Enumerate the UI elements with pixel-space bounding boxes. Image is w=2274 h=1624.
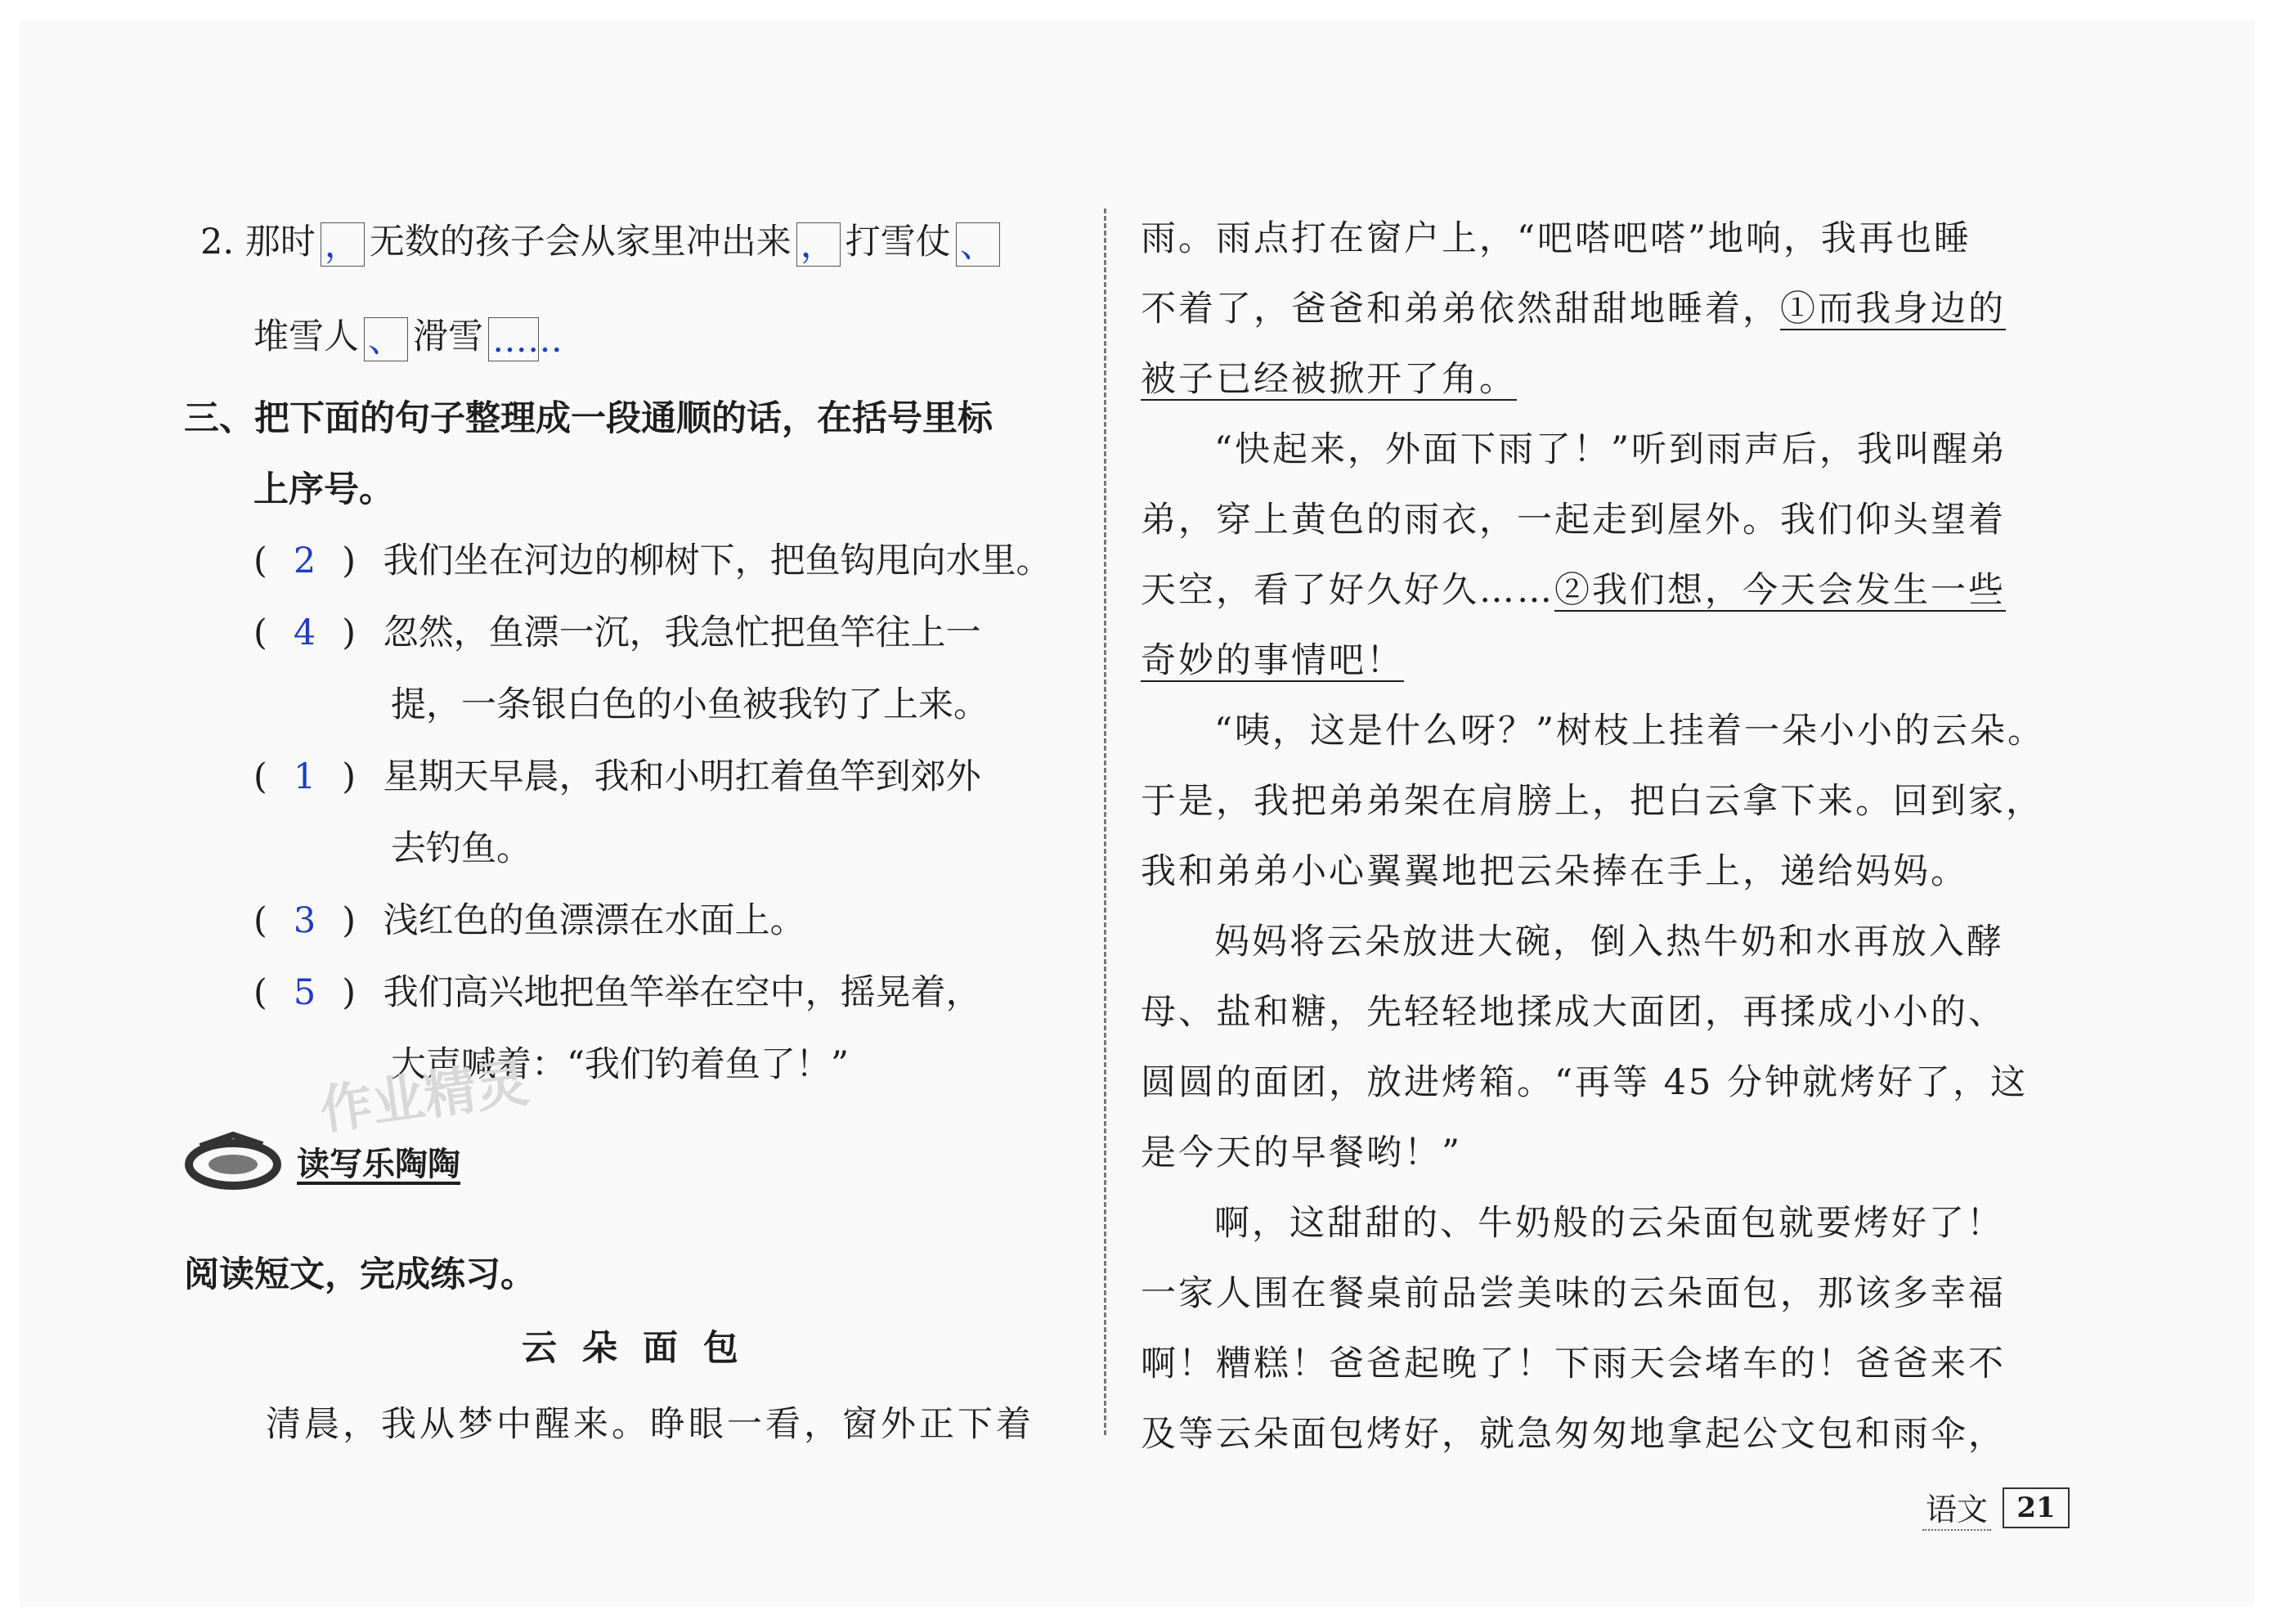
q2-text-1: 那时 bbox=[244, 222, 316, 262]
story-line: 啊，这甜甜的、牛奶般的云朵面包就要烤好了！ bbox=[1214, 1203, 2004, 1244]
order-item-2 bbox=[253, 605, 981, 655]
order-text: 我们高兴地把鱼竿举在空中，摇晃着， bbox=[383, 972, 981, 1013]
order-item-3-cont: 去钓鱼。 bbox=[391, 828, 531, 869]
story-line: 妈妈将云朵放进大碗，倒入热牛奶和水再放入酵 bbox=[1214, 922, 2004, 962]
order-number: 1 bbox=[293, 756, 316, 797]
story-line: 母、盐和糖，先轻轻地揉成大面团，再揉成小小的、 bbox=[1141, 992, 2006, 1033]
story-line: 啊！糟糕！爸爸起晚了！下雨天会堵车的！爸爸来不 bbox=[1141, 1344, 2006, 1384]
story-line: “快起来，外面下雨了！”听到雨声后，我叫醒弟 bbox=[1214, 429, 2007, 470]
paren-close: ) bbox=[342, 541, 356, 581]
order-text: 我们坐在河边的柳树下，把鱼钩甩向水里。 bbox=[383, 541, 1052, 581]
watermark: 作业精灵 bbox=[316, 1052, 532, 1142]
story-line: 雨。雨点打在窗户上，“吧嗒吧嗒”地响，我再也睡 bbox=[1141, 218, 1971, 259]
paren-close: ) bbox=[342, 756, 356, 797]
q2-number: 2. bbox=[200, 222, 235, 262]
answer-box-4[interactable]: 、 bbox=[364, 317, 408, 361]
underlined-sentence-1: ①而我身边的 bbox=[1780, 289, 2006, 330]
story-line-left: 清晨，我从梦中醒来。睁眼一看，窗外正下着 bbox=[266, 1404, 1034, 1445]
order-paren[interactable] bbox=[253, 756, 356, 797]
left-column bbox=[0, 0, 1096, 1624]
section3-heading: 三、把下面的句子整理成一段通顺的话，在括号里标 bbox=[184, 398, 993, 439]
underlined-sentence-1-cont: 被子已经被掀开了角。 bbox=[1141, 359, 1517, 400]
order-paren[interactable] bbox=[253, 612, 356, 653]
story-text: 不着了，爸爸和弟弟依然甜甜地睡着， bbox=[1141, 289, 1780, 330]
paren-close: ) bbox=[342, 900, 356, 941]
story-line: “咦，这是什么呀？”树枝上挂着一朵小小的云朵。 bbox=[1214, 711, 2045, 751]
answer-box-3[interactable]: 、 bbox=[956, 222, 1000, 267]
right-column bbox=[1141, 0, 2045, 1624]
underlined-sentence-2-cont: 奇妙的事情吧！ bbox=[1141, 640, 1404, 681]
section3-heading-cont: 上序号。 bbox=[253, 469, 394, 510]
paren-open: ( bbox=[253, 756, 267, 797]
answer-box-2[interactable]: ， bbox=[796, 222, 841, 267]
story-line: 是今天的早餐哟！” bbox=[1141, 1133, 1462, 1173]
q2-text-4: 堆雪人 bbox=[253, 316, 359, 357]
story-line: 圆圆的面团，放进烤箱。“再等 45 分钟就烤好了，这 bbox=[1141, 1062, 2029, 1103]
order-text: 星期天早晨，我和小明扛着鱼竿到郊外 bbox=[383, 756, 981, 797]
order-number: 5 bbox=[293, 972, 316, 1013]
order-paren[interactable] bbox=[253, 900, 356, 941]
reading-instruction: 阅读短文，完成练习。 bbox=[184, 1254, 536, 1295]
reading-section-header bbox=[184, 1128, 460, 1194]
column-divider bbox=[1104, 209, 1106, 1435]
order-item-5-cont: 大声喊着：“我们钓着鱼了！” bbox=[391, 1044, 849, 1085]
order-number: 3 bbox=[293, 900, 316, 941]
reading-section-icon bbox=[184, 1128, 282, 1194]
paren-open: ( bbox=[253, 972, 267, 1013]
order-item-2-cont: 提，一条银白色的小鱼被我钓了上来。 bbox=[391, 684, 989, 725]
order-text: 浅红色的鱼漂漂在水面上。 bbox=[383, 900, 805, 941]
story-line: 及等云朵面包烤好，就急匆匆地拿起公文包和雨伞， bbox=[1141, 1414, 2006, 1455]
story-title: 云 朵 面 包 bbox=[522, 1328, 745, 1369]
paren-open: ( bbox=[253, 541, 267, 581]
paren-open: ( bbox=[253, 900, 267, 941]
q2-text-5: 滑雪 bbox=[413, 316, 483, 357]
answer-box-5[interactable]: …… bbox=[488, 317, 539, 361]
order-number: 2 bbox=[293, 541, 316, 581]
story-line: 弟，穿上黄色的雨衣，一起走到屋外。我们仰头望着 bbox=[1141, 500, 2006, 541]
order-item-4 bbox=[253, 893, 805, 943]
underlined-sentence-2: ②我们想，今天会发生一些 bbox=[1554, 570, 2006, 611]
story-line: 一家人围在餐桌前品尝美味的云朵面包，那该多幸福 bbox=[1141, 1273, 2006, 1314]
subject-label: 语文 bbox=[1922, 1484, 1991, 1531]
page-number: 21 bbox=[2003, 1487, 2070, 1528]
order-number: 4 bbox=[293, 612, 316, 653]
q2-line2 bbox=[253, 309, 563, 361]
story-line bbox=[1141, 281, 2006, 331]
reading-section-title: 读写乐陶陶 bbox=[297, 1145, 460, 1183]
q2-text-2: 无数的孩子会从家里冲出来 bbox=[369, 222, 792, 262]
order-text: 忽然，鱼漂一沉，我急忙把鱼竿往上一 bbox=[383, 612, 981, 653]
order-item-5 bbox=[253, 965, 981, 1015]
story-line: 我和弟弟小心翼翼地把云朵捧在手上，递给妈妈。 bbox=[1141, 851, 1968, 892]
answer-box-1[interactable]: ， bbox=[321, 222, 365, 267]
story-text: 天空，看了好久好久…… bbox=[1141, 570, 1554, 611]
paren-close: ) bbox=[342, 972, 356, 1013]
order-item-1 bbox=[253, 533, 1052, 583]
page-footer bbox=[1922, 1484, 2070, 1531]
paren-close: ) bbox=[342, 612, 356, 653]
order-paren[interactable] bbox=[253, 972, 356, 1013]
q2-line1 bbox=[200, 214, 1005, 267]
order-item-3 bbox=[253, 749, 981, 799]
story-line bbox=[1141, 563, 2006, 612]
story-line: 于是，我把弟弟架在肩膀上，把白云拿下来。回到家， bbox=[1141, 781, 2043, 822]
order-paren[interactable] bbox=[253, 541, 356, 581]
paren-open: ( bbox=[253, 612, 267, 653]
q2-text-3: 打雪仗 bbox=[845, 222, 951, 262]
